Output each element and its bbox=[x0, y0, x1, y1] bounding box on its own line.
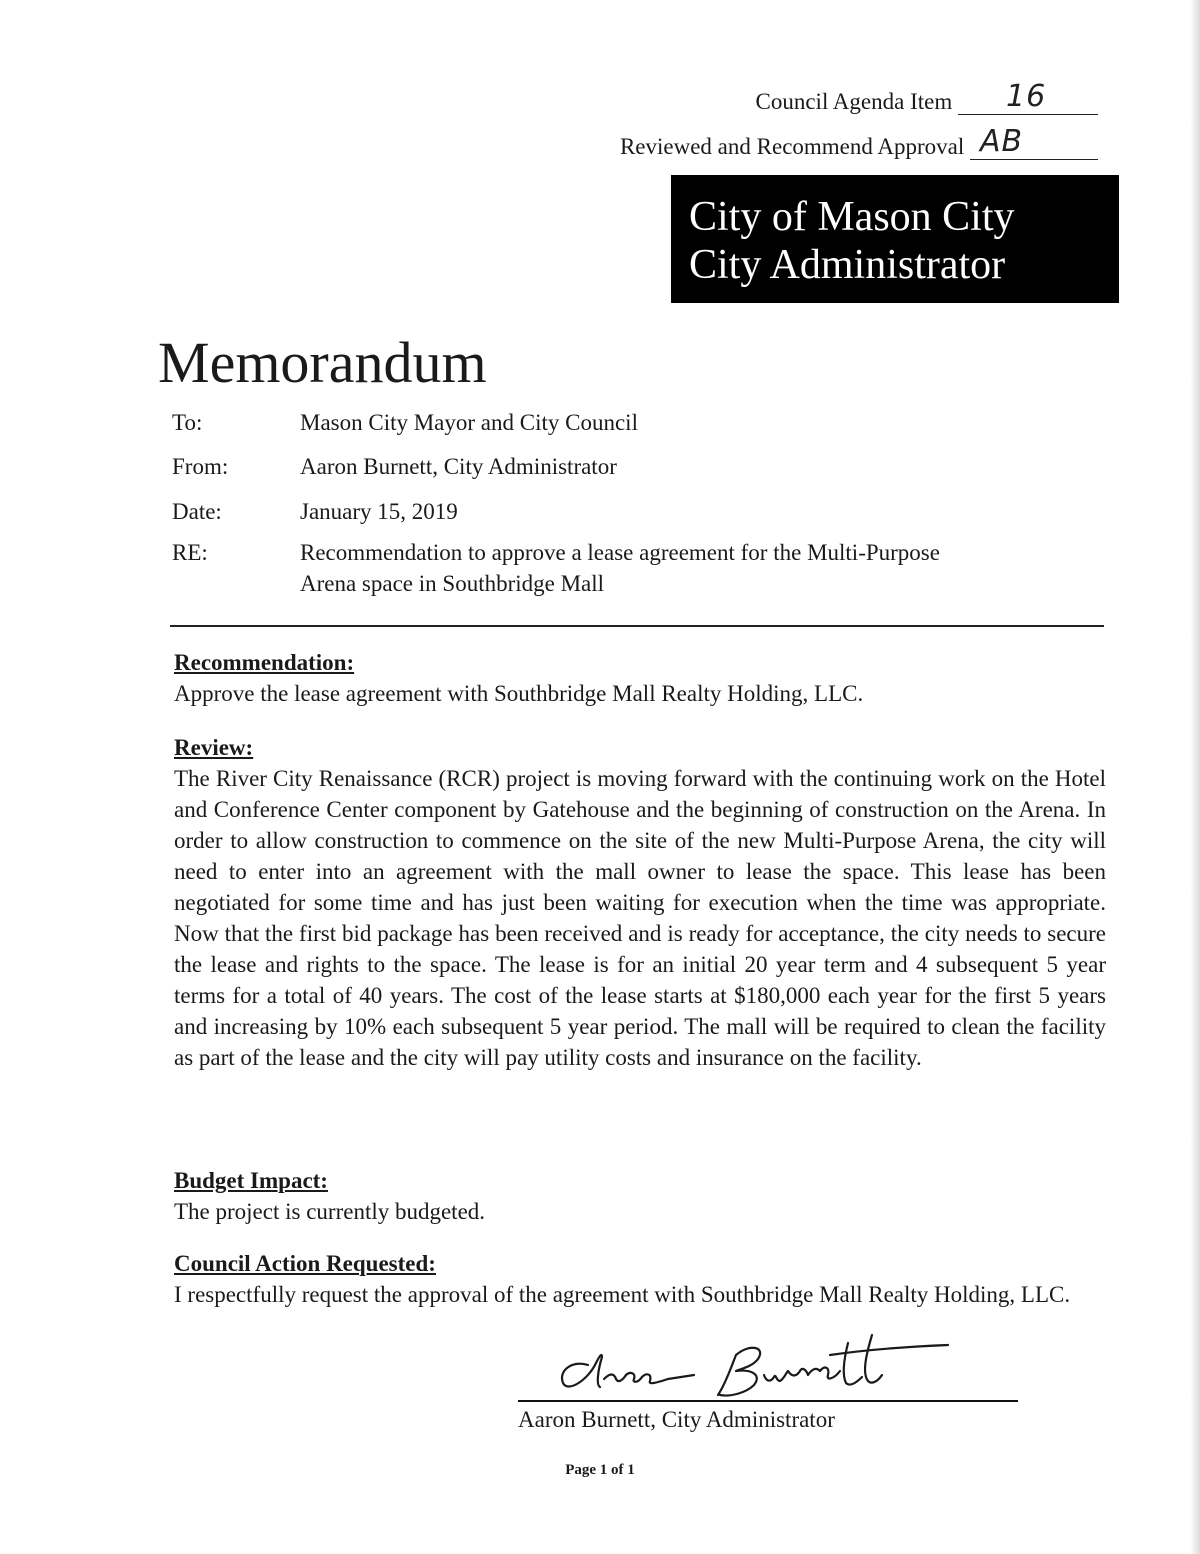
agenda-item-handwritten-number: 16 bbox=[1006, 79, 1047, 114]
council-action-heading: Council Action Requested: bbox=[174, 1251, 436, 1276]
review-heading: Review: bbox=[174, 735, 254, 760]
review-approval-blank bbox=[970, 124, 1098, 160]
council-action-text: I respectfully request the approval of the agreement with Southbridge Mall Realty Holding, LLC. bbox=[174, 1282, 1071, 1307]
re-value bbox=[300, 537, 1060, 599]
to-label: To: bbox=[172, 410, 203, 435]
re-label: RE: bbox=[172, 540, 208, 565]
page-number: Page 1 of 1 bbox=[565, 1462, 635, 1478]
budget-section bbox=[174, 1165, 1106, 1227]
review-approval-initials: AB bbox=[980, 124, 1024, 159]
budget-heading: Budget Impact: bbox=[174, 1168, 328, 1193]
signature-name-title: Aaron Burnett, City Administrator bbox=[518, 1407, 835, 1432]
review-approval-line bbox=[619, 124, 1098, 160]
re-value-line-2: Arena space in Southbridge Mall bbox=[300, 571, 605, 596]
agenda-item-blank bbox=[958, 79, 1098, 115]
date-label: Date: bbox=[172, 499, 222, 524]
date-value: January 15, 2019 bbox=[300, 499, 458, 524]
city-name: City of Mason City bbox=[689, 194, 1015, 240]
review-section bbox=[174, 732, 1106, 1073]
agenda-item-line bbox=[755, 79, 1099, 115]
budget-text: The project is currently budgeted. bbox=[174, 1199, 486, 1224]
signature-area bbox=[518, 1325, 1018, 1405]
page-title: Memorandum bbox=[158, 330, 487, 395]
re-value-line-1: Recommendation to approve a lease agreement for the Multi-Purpose bbox=[300, 540, 940, 565]
recommendation-section bbox=[174, 647, 1106, 709]
recommendation-heading: Recommendation: bbox=[174, 650, 355, 675]
recommendation-text: Approve the lease agreement with Southbridge Mall Realty Holding, LLC. bbox=[174, 681, 864, 706]
signature-line bbox=[518, 1400, 1018, 1402]
handwritten-signature bbox=[518, 1325, 1018, 1405]
header-divider bbox=[170, 625, 1104, 627]
to-value: Mason City Mayor and City Council bbox=[300, 410, 638, 435]
scan-edge-shadow bbox=[1190, 0, 1200, 1554]
review-approval-label: Reviewed and Recommend Approval bbox=[619, 134, 965, 159]
from-label: From: bbox=[172, 454, 229, 479]
agenda-item-label: Council Agenda Item bbox=[755, 89, 953, 114]
department-name: City Administrator bbox=[689, 242, 1006, 288]
city-header-box bbox=[671, 175, 1119, 303]
from-value: Aaron Burnett, City Administrator bbox=[300, 454, 617, 479]
review-text: The River City Renaissance (RCR) project is moving forward with the continuing work on the Hotel and Conference Center component by Gatehouse and the beginning of construction on the Arena. In order to allow construction to commence on the site of the new Multi-Purpose Arena, the city will need to enter into an agreement with the mall owner to lease the space. This lease has been negotiated for some time and has just been waiting for execution when the time was appropriate. Now that the first bid package has been received and is ready for acceptance, the city needs to secure the lease and rights to the space. The lease is for an initial 20 year term and 4 subsequent 5 year terms for a total of 40 years. The cost of the lease starts at $180,000 each year for the first 5 years and increasing by 10% each subsequent 5 year period. The mall will be required to clean the facility as part of the lease and the city will pay utility costs and insurance on the facility. bbox=[174, 766, 1106, 1070]
council-action-section bbox=[174, 1248, 1106, 1310]
